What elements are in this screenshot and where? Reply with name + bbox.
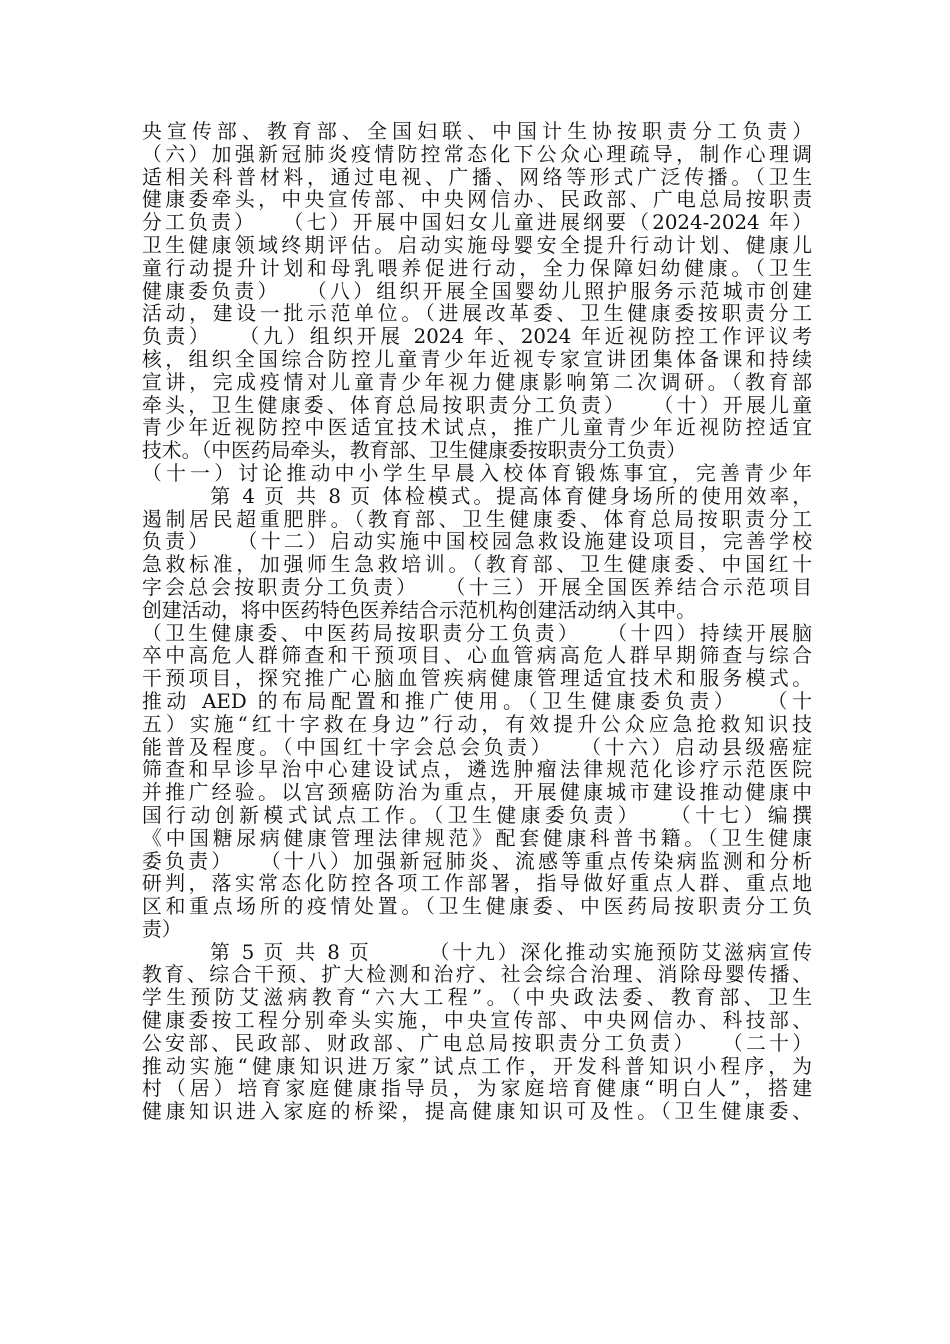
text-line: 责） — [142, 917, 182, 941]
text-line: 创建活动，将中医药特色医养结合示范机构创建活动纳入其中。 — [142, 598, 696, 622]
text-line: 核，组织全国综合防控儿童青少年近视专家宣讲团集体备课和持续 — [142, 347, 812, 371]
text-line: 活动，建设一批示范单位。（进展改革委、卫生健康委按职责分工 — [142, 302, 812, 326]
text-line: （六）加强新冠肺炎疫情防控常态化下公众心理疏导，制作心理调 — [142, 142, 812, 166]
text-line: 研判，落实常态化防控各项工作部署，指导做好重点人群、重点地 — [142, 872, 812, 896]
text-line: （十一）讨论推动中小学生早晨入校体育锻炼事宜，完善青少年 — [142, 461, 812, 485]
text-line: 分工负责） （七）开展中国妇女儿童进展纲要（2024-2024 年） — [142, 211, 812, 235]
text-line: 干预项目，探究推广心脑血管疾病健康管理适宜技术和服务模式。 — [142, 667, 812, 691]
text-line: 教育、综合干预、扩大检测和治疗、社会综合治理、消除母婴传播、 — [142, 963, 812, 987]
text-line: 学生预防艾滋病教育“六大工程”。（中央政法委、教育部、卫生 — [142, 986, 812, 1010]
text-line: 急救标准，加强师生急救培训。（教育部、卫生健康委、中国红十 — [142, 553, 812, 577]
text-line: 遏制居民超重肥胖。（教育部、卫生健康委、体育总局按职责分工 — [142, 507, 812, 531]
text-line: 青少年近视防控中医适宜技术试点，推广儿童青少年近视防控适宜 — [142, 416, 812, 440]
text-line: 推动 AED 的布局配置和推广使用。（卫生健康委负责） （十 — [142, 689, 812, 713]
text-line: 技术。（中医药局牵头，教育部、卫生健康委按职责分工负责） — [142, 439, 686, 463]
text-line: 负责） （九）组织开展 2024 年、2024 年近视防控工作评议考 — [142, 325, 812, 349]
text-line: 并推广经验。以宫颈癌防治为重点，开展健康城市建设推动健康中 — [142, 781, 812, 805]
text-line: 负责） （十二）启动实施中国校园急救设施建设项目，完善学校 — [142, 530, 812, 554]
text-line: 牵头，卫生健康委、体育总局按职责分工负责） （十）开展儿童 — [142, 393, 812, 417]
page-footer-line: 第 5 页 共 8 页 （十九）深化推动实施预防艾滋病宣传 — [142, 940, 812, 964]
text-line: 卒中高危人群筛查和干预项目、心血管病高危人群早期筛查与综合 — [142, 644, 812, 668]
text-line: 村（居）培育家庭健康指导员，为家庭培育健康“明白人”，搭建 — [142, 1077, 812, 1101]
text-line: 《中国糖尿病健康管理法律规范》配套健康科普书籍。（卫生健康 — [142, 826, 812, 850]
text-line: 卫生健康领域终期评估。启动实施母婴安全提升行动计划、健康儿 — [142, 233, 812, 257]
text-line: 筛查和早诊早治中心建设试点，遴选肿瘤法律规范化诊疗示范医院 — [142, 758, 812, 782]
text-line: 推动实施“健康知识进万家”试点工作，开发科普知识小程序，为 — [142, 1054, 812, 1078]
text-line: 健康委按工程分别牵头实施，中央宣传部、中央网信办、科技部、 — [142, 1009, 812, 1033]
text-line: 健康委负责） （八）组织开展全国婴幼儿照护服务示范城市创建 — [142, 279, 812, 303]
body-text — [142, 121, 812, 1124]
text-line: 区和重点场所的疫情处置。（卫生健康委、中医药局按职责分工负 — [142, 895, 812, 919]
text-line: 童行动提升计划和母乳喂养促进行动，全力保障妇幼健康。（卫生 — [142, 256, 812, 280]
text-line: 央宣传部、教育部、全国妇联、中国计生协按职责分工负责） — [142, 120, 812, 143]
text-line: 宣讲，完成疫情对儿童青少年视力健康影响第二次调研。（教育部 — [142, 370, 812, 394]
text-line: 健康知识进入家庭的桥梁，提高健康知识可及性。（卫生健康委、 — [142, 1100, 812, 1124]
text-line: 公安部、民政部、财政部、广电总局按职责分工负责） （二十） — [142, 1031, 812, 1055]
text-line: 委负责） （十八）加强新冠肺炎、流感等重点传染病监测和分析 — [142, 849, 812, 873]
text-line: 国行动创新模式试点工作。（卫生健康委负责） （十七）编撰 — [142, 803, 812, 827]
text-line: 能普及程度。（中国红十字会总会负责） （十六）启动县级癌症 — [142, 735, 812, 759]
text-line: 适相关科普材料，通过电视、广播、网络等形式广泛传播。（卫生 — [142, 165, 812, 189]
page-footer-line: 第 4 页 共 8 页 体检模式。提高体育健身场所的使用效率， — [142, 484, 812, 508]
text-line: （卫生健康委、中医药局按职责分工负责） （十四）持续开展脑 — [142, 621, 812, 645]
text-line: 健康委牵头，中央宣传部、中央网信办、民政部、广电总局按职责 — [142, 188, 812, 212]
text-line: 字会总会按职责分工负责） （十三）开展全国医养结合示范项目 — [142, 575, 812, 599]
text-line: 五）实施“红十字救在身边”行动，有效提升公众应急抢救知识技 — [142, 712, 812, 736]
